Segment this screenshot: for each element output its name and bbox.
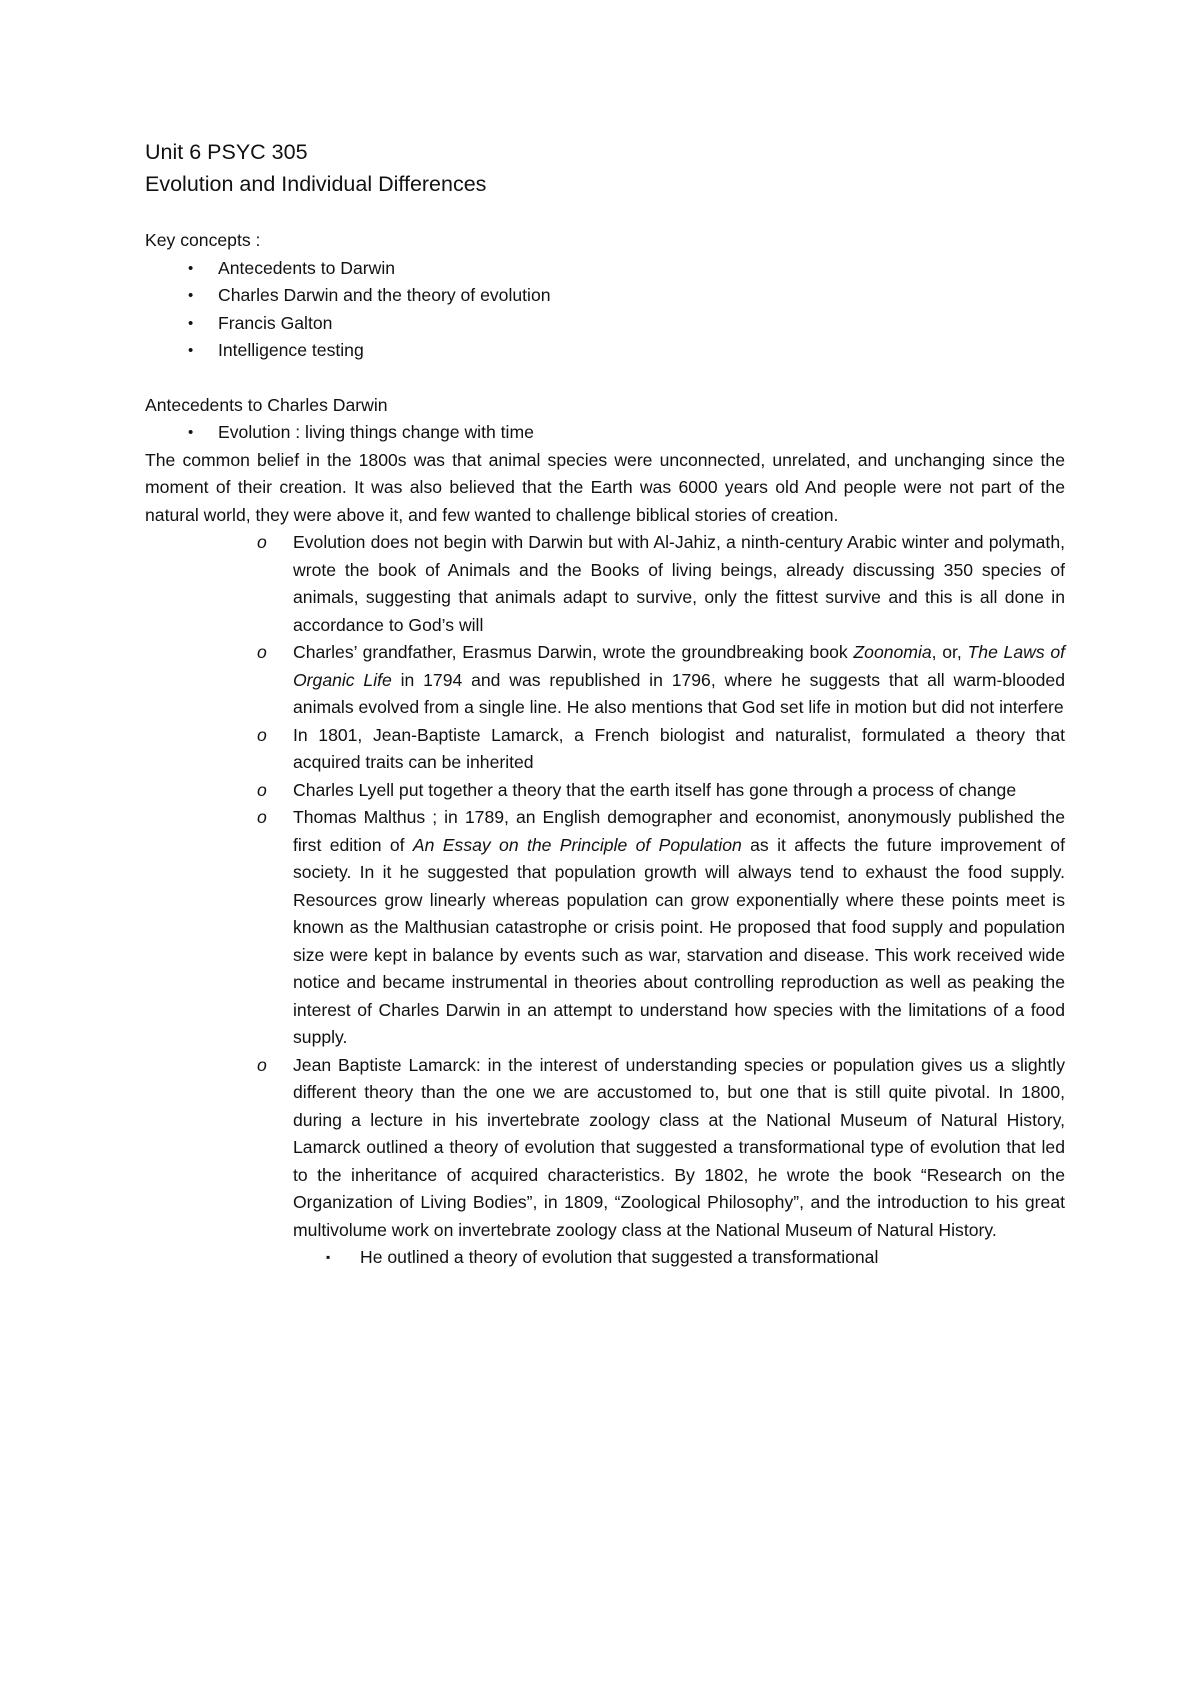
bullet-icon: • (188, 424, 194, 441)
list-item: ▪ He outlined a theory of evolution that suggested a transformational (145, 1244, 1065, 1272)
intro-paragraph: The common belief in the 1800s was that animal species were unconnected, unrelated, and unchanging since the moment of their creation. It was also believed that the Earth was 6000 years old And people were not part of the natural world, they were above it, and few wanted to challenge biblical stories of creation. (145, 449, 1065, 525)
list-item: • Antecedents to Darwin (145, 255, 1065, 283)
list-item: • Intelligence testing (145, 337, 1065, 365)
document-body (145, 136, 1065, 1272)
list-item: o Jean Baptiste Lamarck: in the interest of understanding species or population gives us a slightly different theory than the one we are accustomed to, but one that is still quite pivotal. In 1800, during a lecture in his invertebrate zoology class at the National Museum of Natural History, Lamarck outlined a theory of evolution that suggested a transformational type of evolution that led to the inheritance of acquired characteristics. By 1802, he wrote the book “Research on the Organization of Living Bodies”, in 1809, “Zoological Philosophy”, and the introduction to his great multivolume work on invertebrate zoology class at the National Museum of Natural History. (145, 1052, 1065, 1245)
spacer (145, 365, 1065, 392)
spacer (145, 200, 1065, 227)
list-item: • Francis Galton (145, 310, 1065, 338)
antecedent-points (145, 529, 1065, 1244)
square-bullet-icon: ▪ (326, 1250, 331, 1264)
section-bullets (145, 419, 1065, 447)
book-title: An Essay on the Principle of Population (412, 834, 742, 855)
book-title: The Laws of Organic Life (293, 642, 1066, 690)
list-item: o In 1801, Jean-Baptiste Lamarck, a French biologist and naturalist, formulated a theory that acquired traits can be inherited (145, 722, 1065, 777)
circle-bullet-icon: o (257, 1054, 267, 1075)
section-heading: Antecedents to Charles Darwin (145, 394, 388, 415)
book-title: Zoonomia (853, 642, 932, 662)
key-concepts-list (145, 255, 1065, 365)
list-item: o Evolution does not begin with Darwin but with Al-Jahiz, a ninth-century Arabic winter and polymath, wrote the book of Animals and the Books of living beings, already discussing 350 species of animals, suggesting that animals adapt to survive, only the fittest survive and this is all done in accordance to God’s will (145, 529, 1065, 639)
doc-title: Unit 6 PSYC 305 (145, 140, 308, 164)
list-item: • Charles Darwin and the theory of evolution (145, 282, 1065, 310)
circle-bullet-icon: o (257, 724, 267, 745)
circle-bullet-icon: o (257, 807, 267, 827)
bullet-icon: • (188, 287, 194, 304)
bullet-icon: • (188, 314, 194, 332)
bullet-icon: • (188, 342, 194, 359)
bullet-icon: • (188, 259, 194, 277)
circle-bullet-icon: o (257, 779, 267, 800)
key-concepts-heading: Key concepts : (145, 230, 261, 250)
circle-bullet-icon: o (257, 642, 267, 662)
list-item: o Charles’ grandfather, Erasmus Darwin, wrote the groundbreaking book Zoonomia, or, The Laws of Organic Life in 1794 and was republished in 1796, where he suggests that all warm-blooded animals evolved from a single line. He also mentions that God set life in motion but did not interfere (145, 639, 1065, 722)
circle-bullet-icon: o (257, 532, 267, 552)
list-item: • Evolution : living things change with time (145, 419, 1065, 447)
list-item: o Thomas Malthus ; in 1789, an English demographer and economist, anonymously published the first edition of An Essay on the Principle of Population as it affects the future improvement of society. In it he suggested that population growth will always tend to exhaust the food supply. Resources grow linearly whereas population can grow exponentially where these points meet is known as the Malthusian catastrophe or crisis point. He proposed that food supply and population size were kept in balance by events such as war, starvation and disease. This work received wide notice and became instrumental in theories about controlling reproduction as well as peaking the interest of Charles Darwin in an attempt to understand how species with the limitations of a food supply. (145, 804, 1065, 1052)
sub-points (145, 1244, 1065, 1272)
doc-subtitle: Evolution and Individual Differences (145, 172, 487, 196)
list-item: o Charles Lyell put together a theory that the earth itself has gone through a process of change (145, 777, 1065, 805)
